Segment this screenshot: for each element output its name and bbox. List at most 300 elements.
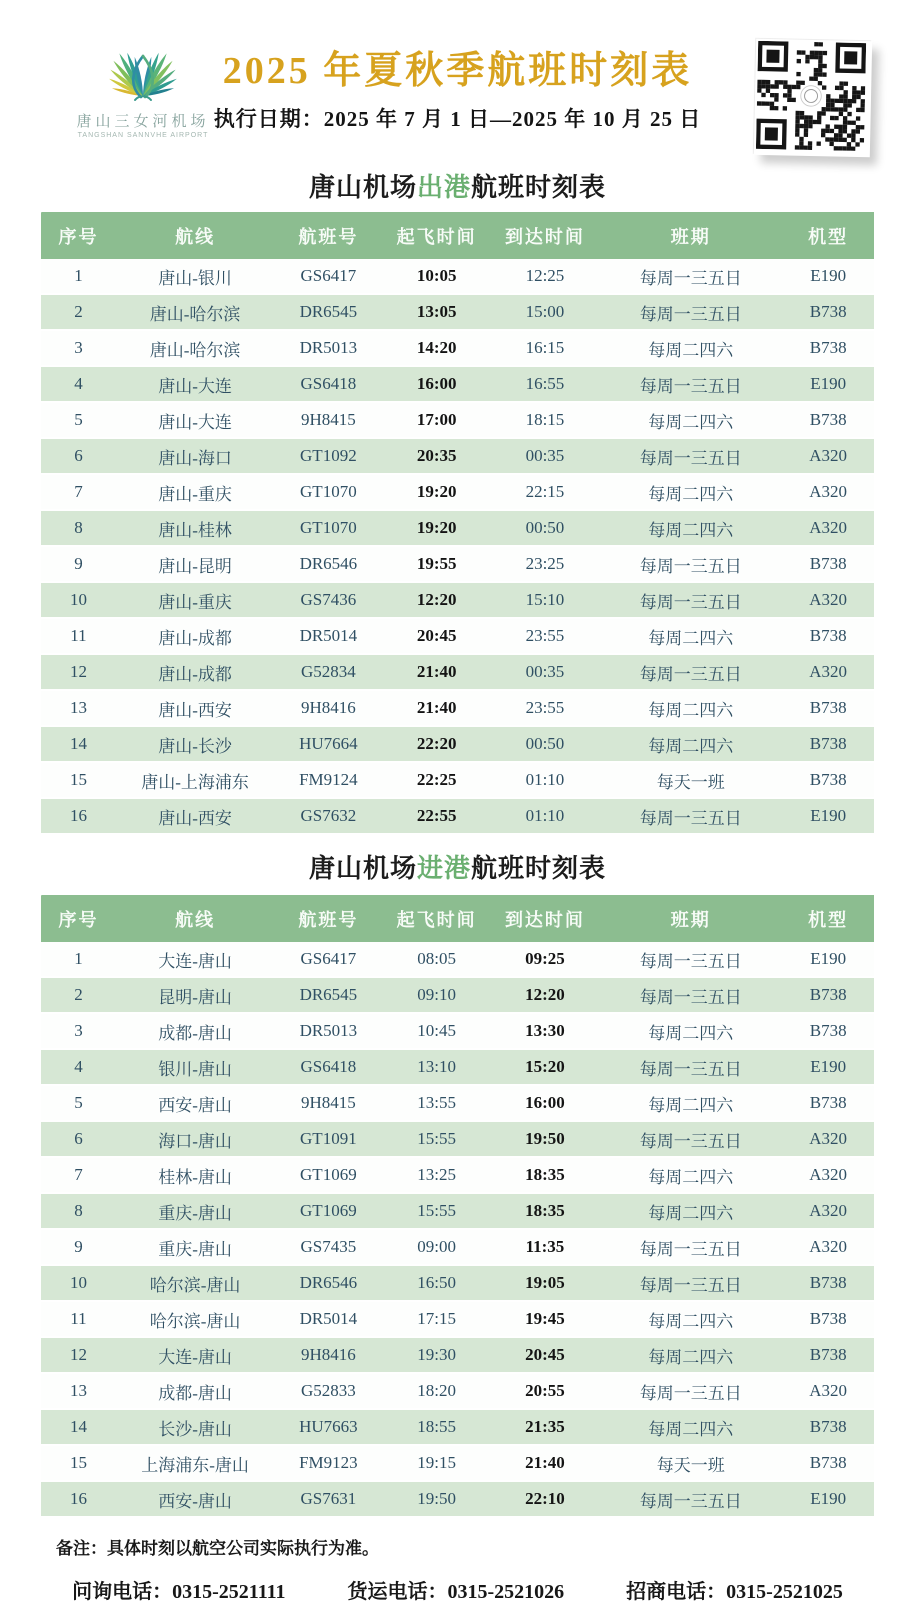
departure-time-cell: 15:55 [383,1194,491,1230]
seq-cell: 4 [41,367,116,403]
qr-code-icon [754,39,872,157]
departure-time-cell: 19:20 [383,511,491,547]
cargo-phone-number: 0315-2521026 [447,1581,565,1603]
route-cell: 海口-唐山 [116,1122,274,1158]
frequency-cell: 每周一三五日 [599,942,782,978]
flight-row [41,1338,874,1374]
column-header: 到达时间 [491,212,599,259]
aircraft-cell: A320 [782,1194,874,1230]
frequency-cell: 每周一三五日 [599,1122,782,1158]
arrival-time-cell: 12:20 [491,978,599,1014]
flight-no-cell: GS7436 [274,583,382,619]
effective-date: 执行日期：2025 年 7 月 1 日—2025 年 10 月 25 日 [213,107,702,131]
flight-row [41,259,874,295]
arrival-time-cell: 23:55 [491,619,599,655]
departures-section-title [0,172,915,202]
route-cell: 昆明-唐山 [116,978,274,1014]
flight-no-cell: HU7663 [274,1410,382,1446]
aircraft-cell: B738 [782,1338,874,1374]
departures-title-highlight: 出港 [416,172,471,202]
route-cell: 成都-唐山 [116,1374,274,1410]
seq-cell: 16 [41,1482,116,1518]
aircraft-cell: E190 [782,1050,874,1086]
seq-cell: 5 [41,403,116,439]
frequency-cell: 每周一三五日 [599,259,782,295]
column-header: 起飞时间 [383,895,491,942]
route-cell: 大连-唐山 [116,1338,274,1374]
page-header [0,0,915,162]
frequency-cell: 每周二四六 [599,1158,782,1194]
flight-row [41,331,874,367]
frequency-cell: 每天一班 [599,763,782,799]
flight-row [41,978,874,1014]
route-cell: 桂林-唐山 [116,1158,274,1194]
arrivals-title-highlight: 进港 [416,853,471,883]
page-title: 2025 年夏秋季航班时刻表 [222,50,693,92]
inquiry-phone [72,1575,285,1604]
arrival-time-cell: 21:35 [491,1410,599,1446]
departure-time-cell: 18:20 [383,1374,491,1410]
route-cell: 重庆-唐山 [116,1230,274,1266]
contact-phones [0,1575,915,1604]
frequency-cell: 每天一班 [599,1446,782,1482]
flight-row [41,1050,874,1086]
frequency-cell: 每周二四六 [599,1194,782,1230]
frequency-cell: 每周一三五日 [599,295,782,331]
flight-row [41,1122,874,1158]
frequency-cell: 每周二四六 [599,1338,782,1374]
flight-no-cell: GS6418 [274,1050,382,1086]
route-cell: 唐山-桂林 [116,511,274,547]
flight-no-cell: GT1091 [274,1122,382,1158]
aircraft-cell: B738 [782,1410,874,1446]
seq-cell: 6 [41,1122,116,1158]
departure-time-cell: 16:00 [383,367,491,403]
column-header: 班期 [599,895,782,942]
arrival-time-cell: 01:10 [491,799,599,835]
column-header: 航线 [116,895,274,942]
column-header: 序号 [41,212,116,259]
flight-no-cell: GS7632 [274,799,382,835]
route-cell: 银川-唐山 [116,1050,274,1086]
aircraft-cell: A320 [782,511,874,547]
route-cell: 唐山-哈尔滨 [116,331,274,367]
flight-row [41,799,874,835]
flight-row [41,1086,874,1122]
departure-time-cell: 14:20 [383,331,491,367]
frequency-cell: 每周一三五日 [599,367,782,403]
flight-row [41,1302,874,1338]
frequency-cell: 每周二四六 [599,1410,782,1446]
aircraft-cell: A320 [782,1122,874,1158]
route-cell: 唐山-长沙 [116,727,274,763]
route-cell: 唐山-哈尔滨 [116,295,274,331]
flight-no-cell: HU7664 [274,727,382,763]
route-cell: 上海浦东-唐山 [116,1446,274,1482]
seq-cell: 12 [41,1338,116,1374]
departure-time-cell: 20:45 [383,619,491,655]
column-header: 机型 [782,212,874,259]
route-cell: 唐山-重庆 [116,475,274,511]
frequency-cell: 每周一三五日 [599,1482,782,1518]
route-cell: 哈尔滨-唐山 [116,1266,274,1302]
arrival-time-cell: 00:35 [491,655,599,691]
flight-no-cell: GS7631 [274,1482,382,1518]
frequency-cell: 每周一三五日 [599,1050,782,1086]
aircraft-cell: A320 [782,1374,874,1410]
flight-no-cell: 9H8416 [274,1338,382,1374]
arrival-time-cell: 16:15 [491,331,599,367]
departure-time-cell: 21:40 [383,655,491,691]
arrival-time-cell: 15:10 [491,583,599,619]
seq-cell: 13 [41,691,116,727]
departure-time-cell: 12:20 [383,583,491,619]
frequency-cell: 每周二四六 [599,403,782,439]
flight-no-cell: DR6546 [274,547,382,583]
flight-no-cell: GS6417 [274,259,382,295]
seq-cell: 15 [41,763,116,799]
frequency-cell: 每周一三五日 [599,655,782,691]
seq-cell: 10 [41,1266,116,1302]
seq-cell: 12 [41,655,116,691]
route-cell: 唐山-西安 [116,691,274,727]
arrival-time-cell: 22:15 [491,475,599,511]
flight-row [41,1410,874,1446]
departure-time-cell: 17:15 [383,1302,491,1338]
seq-cell: 14 [41,1410,116,1446]
arrival-time-cell: 11:35 [491,1230,599,1266]
flight-no-cell: 9H8415 [274,403,382,439]
arrival-time-cell: 15:20 [491,1050,599,1086]
route-cell: 唐山-海口 [116,439,274,475]
route-cell: 唐山-银川 [116,259,274,295]
flight-no-cell: GT1092 [274,439,382,475]
flight-row [41,583,874,619]
aircraft-cell: B738 [782,331,874,367]
flight-row [41,511,874,547]
route-cell: 唐山-昆明 [116,547,274,583]
route-cell: 唐山-大连 [116,367,274,403]
seq-cell: 6 [41,439,116,475]
seq-cell: 3 [41,1014,116,1050]
seq-cell: 5 [41,1086,116,1122]
seq-cell: 8 [41,511,116,547]
departure-time-cell: 19:55 [383,547,491,583]
flight-row [41,727,874,763]
route-cell: 成都-唐山 [116,1014,274,1050]
route-cell: 唐山-上海浦东 [116,763,274,799]
frequency-cell: 每周一三五日 [599,1266,782,1302]
flight-row [41,403,874,439]
arrival-time-cell: 18:15 [491,403,599,439]
frequency-cell: 每周一三五日 [599,1230,782,1266]
aircraft-cell: E190 [782,367,874,403]
arrival-time-cell: 15:00 [491,295,599,331]
flight-no-cell: G52834 [274,655,382,691]
arrivals-title-prefix: 唐山机场 [308,853,417,883]
flight-row [41,1482,874,1518]
flight-row [41,763,874,799]
seq-cell: 8 [41,1194,116,1230]
remark-note [56,1534,915,1559]
seq-cell: 9 [41,547,116,583]
frequency-cell: 每周二四六 [599,1086,782,1122]
arrival-time-cell: 22:10 [491,1482,599,1518]
departures-table [41,212,874,835]
arrival-time-cell: 13:30 [491,1014,599,1050]
departure-time-cell: 20:35 [383,439,491,475]
frequency-cell: 每周二四六 [599,691,782,727]
flight-no-cell: FM9123 [274,1446,382,1482]
arrival-time-cell: 21:40 [491,1446,599,1482]
departure-time-cell: 13:05 [383,295,491,331]
arrivals-section-title [0,853,915,883]
frequency-cell: 每周一三五日 [599,1374,782,1410]
flight-row [41,655,874,691]
flight-no-cell: DR6545 [274,295,382,331]
frequency-cell: 每周二四六 [599,1014,782,1050]
frequency-cell: 每周一三五日 [599,547,782,583]
seq-cell: 10 [41,583,116,619]
flight-row [41,1158,874,1194]
arrival-time-cell: 19:45 [491,1302,599,1338]
departure-time-cell: 19:15 [383,1446,491,1482]
aircraft-cell: B738 [782,1014,874,1050]
aircraft-cell: E190 [782,799,874,835]
aircraft-cell: B738 [782,547,874,583]
departure-time-cell: 19:50 [383,1482,491,1518]
seq-cell: 4 [41,1050,116,1086]
departure-time-cell: 22:20 [383,727,491,763]
flight-no-cell: GS6418 [274,367,382,403]
aircraft-cell: B738 [782,295,874,331]
aircraft-cell: E190 [782,1482,874,1518]
column-header: 班期 [599,212,782,259]
route-cell: 唐山-大连 [116,403,274,439]
business-phone-label: 招商电话： [626,1581,727,1603]
aircraft-cell: B738 [782,403,874,439]
arrival-time-cell: 09:25 [491,942,599,978]
departures-title-suffix: 航班时刻表 [471,172,607,202]
route-cell: 哈尔滨-唐山 [116,1302,274,1338]
flight-no-cell: DR6546 [274,1266,382,1302]
column-header: 起飞时间 [383,212,491,259]
route-cell: 唐山-西安 [116,799,274,835]
seq-cell: 1 [41,259,116,295]
departure-time-cell: 08:05 [383,942,491,978]
column-header: 序号 [41,895,116,942]
seq-cell: 3 [41,331,116,367]
flight-no-cell: FM9124 [274,763,382,799]
departure-time-cell: 13:10 [383,1050,491,1086]
flight-row [41,691,874,727]
aircraft-cell: B738 [782,1266,874,1302]
flight-row [41,547,874,583]
flight-row [41,367,874,403]
route-cell: 长沙-唐山 [116,1410,274,1446]
departure-time-cell: 18:55 [383,1410,491,1446]
frequency-cell: 每周二四六 [599,619,782,655]
route-cell: 西安-唐山 [116,1086,274,1122]
flight-row [41,475,874,511]
airport-logo [50,26,236,139]
remark-label: 备注： [56,1539,107,1558]
aircraft-cell: B738 [782,763,874,799]
departure-time-cell: 22:25 [383,763,491,799]
arrival-time-cell: 20:45 [491,1338,599,1374]
seq-cell: 9 [41,1230,116,1266]
seq-cell: 15 [41,1446,116,1482]
departure-time-cell: 10:05 [383,259,491,295]
seq-cell: 7 [41,1158,116,1194]
column-header: 到达时间 [491,895,599,942]
aircraft-cell: B738 [782,978,874,1014]
seq-cell: 16 [41,799,116,835]
frequency-cell: 每周二四六 [599,331,782,367]
departure-time-cell: 15:55 [383,1122,491,1158]
flight-row [41,1230,874,1266]
column-header: 机型 [782,895,874,942]
frequency-cell: 每周一三五日 [599,439,782,475]
frequency-cell: 每周一三五日 [599,799,782,835]
seq-cell: 1 [41,942,116,978]
arrival-time-cell: 00:50 [491,727,599,763]
departures-title-prefix: 唐山机场 [308,172,417,202]
arrival-time-cell: 18:35 [491,1194,599,1230]
flight-no-cell: G52833 [274,1374,382,1410]
aircraft-cell: B738 [782,727,874,763]
flight-row [41,439,874,475]
flight-no-cell: GT1070 [274,511,382,547]
route-cell: 大连-唐山 [116,942,274,978]
departure-time-cell: 19:30 [383,1338,491,1374]
frequency-cell: 每周一三五日 [599,978,782,1014]
flight-no-cell: DR5014 [274,619,382,655]
seq-cell: 13 [41,1374,116,1410]
aircraft-cell: E190 [782,942,874,978]
flight-row [41,1014,874,1050]
cargo-phone-label: 货运电话： [347,1581,448,1603]
aircraft-cell: E190 [782,259,874,295]
aircraft-cell: B738 [782,1086,874,1122]
departure-time-cell: 16:50 [383,1266,491,1302]
airport-name-en: TANGSHAN SANNVHE AIRPORT [77,132,209,139]
flight-no-cell: DR5013 [274,1014,382,1050]
arrival-time-cell: 18:35 [491,1158,599,1194]
aircraft-cell: A320 [782,583,874,619]
arrival-time-cell: 16:55 [491,367,599,403]
seq-cell: 2 [41,978,116,1014]
seq-cell: 2 [41,295,116,331]
departure-time-cell: 21:40 [383,691,491,727]
arrival-time-cell: 23:25 [491,547,599,583]
aircraft-cell: A320 [782,655,874,691]
remark-text: 具体时刻以航空公司实际执行为准。 [107,1539,379,1558]
flight-row [41,1374,874,1410]
seq-cell: 11 [41,1302,116,1338]
aircraft-cell: A320 [782,1158,874,1194]
arrival-time-cell: 12:25 [491,259,599,295]
arrival-time-cell: 01:10 [491,763,599,799]
flight-no-cell: DR5013 [274,331,382,367]
frequency-cell: 每周二四六 [599,1302,782,1338]
column-header: 航班号 [274,212,382,259]
inquiry-phone-label: 问询电话： [72,1581,173,1603]
arrival-time-cell: 20:55 [491,1374,599,1410]
aircraft-cell: A320 [782,1230,874,1266]
flight-no-cell: DR6545 [274,978,382,1014]
departure-time-cell: 13:55 [383,1086,491,1122]
column-header: 航班号 [274,895,382,942]
arrival-time-cell: 19:05 [491,1266,599,1302]
departure-time-cell: 19:20 [383,475,491,511]
seq-cell: 7 [41,475,116,511]
airport-wings-icon [79,26,207,114]
arrival-time-cell: 19:50 [491,1122,599,1158]
aircraft-cell: A320 [782,475,874,511]
flight-no-cell: 9H8416 [274,691,382,727]
aircraft-cell: B738 [782,1302,874,1338]
flight-no-cell: 9H8415 [274,1086,382,1122]
seq-cell: 14 [41,727,116,763]
route-cell: 唐山-重庆 [116,583,274,619]
departure-time-cell: 09:10 [383,978,491,1014]
airport-name-cn: 唐山三女河机场 [76,114,210,130]
frequency-cell: 每周二四六 [599,511,782,547]
arrivals-table [41,895,874,1518]
arrival-time-cell: 00:50 [491,511,599,547]
flight-row [41,619,874,655]
frequency-cell: 每周二四六 [599,475,782,511]
departure-time-cell: 17:00 [383,403,491,439]
aircraft-cell: A320 [782,439,874,475]
flight-no-cell: GT1069 [274,1158,382,1194]
aircraft-cell: B738 [782,619,874,655]
inquiry-phone-number: 0315-2521111 [172,1581,286,1603]
flight-no-cell: GS7435 [274,1230,382,1266]
arrivals-title-suffix: 航班时刻表 [471,853,607,883]
flight-row [41,942,874,978]
aircraft-cell: B738 [782,1446,874,1482]
flight-row [41,1194,874,1230]
seq-cell: 11 [41,619,116,655]
route-cell: 唐山-成都 [116,655,274,691]
departure-time-cell: 22:55 [383,799,491,835]
departure-time-cell: 10:45 [383,1014,491,1050]
frequency-cell: 每周二四六 [599,727,782,763]
business-phone [626,1575,843,1604]
flight-row [41,1266,874,1302]
arrival-time-cell: 00:35 [491,439,599,475]
business-phone-number: 0315-2521025 [726,1581,843,1603]
route-cell: 重庆-唐山 [116,1194,274,1230]
arrival-time-cell: 16:00 [491,1086,599,1122]
flight-no-cell: GT1069 [274,1194,382,1230]
flight-no-cell: GS6417 [274,942,382,978]
arrival-time-cell: 23:55 [491,691,599,727]
cargo-phone [348,1575,565,1604]
departure-time-cell: 13:25 [383,1158,491,1194]
route-cell: 西安-唐山 [116,1482,274,1518]
route-cell: 唐山-成都 [116,619,274,655]
flight-row [41,1446,874,1482]
departure-time-cell: 09:00 [383,1230,491,1266]
frequency-cell: 每周一三五日 [599,583,782,619]
flight-row [41,295,874,331]
column-header: 航线 [116,212,274,259]
aircraft-cell: B738 [782,691,874,727]
flight-no-cell: GT1070 [274,475,382,511]
